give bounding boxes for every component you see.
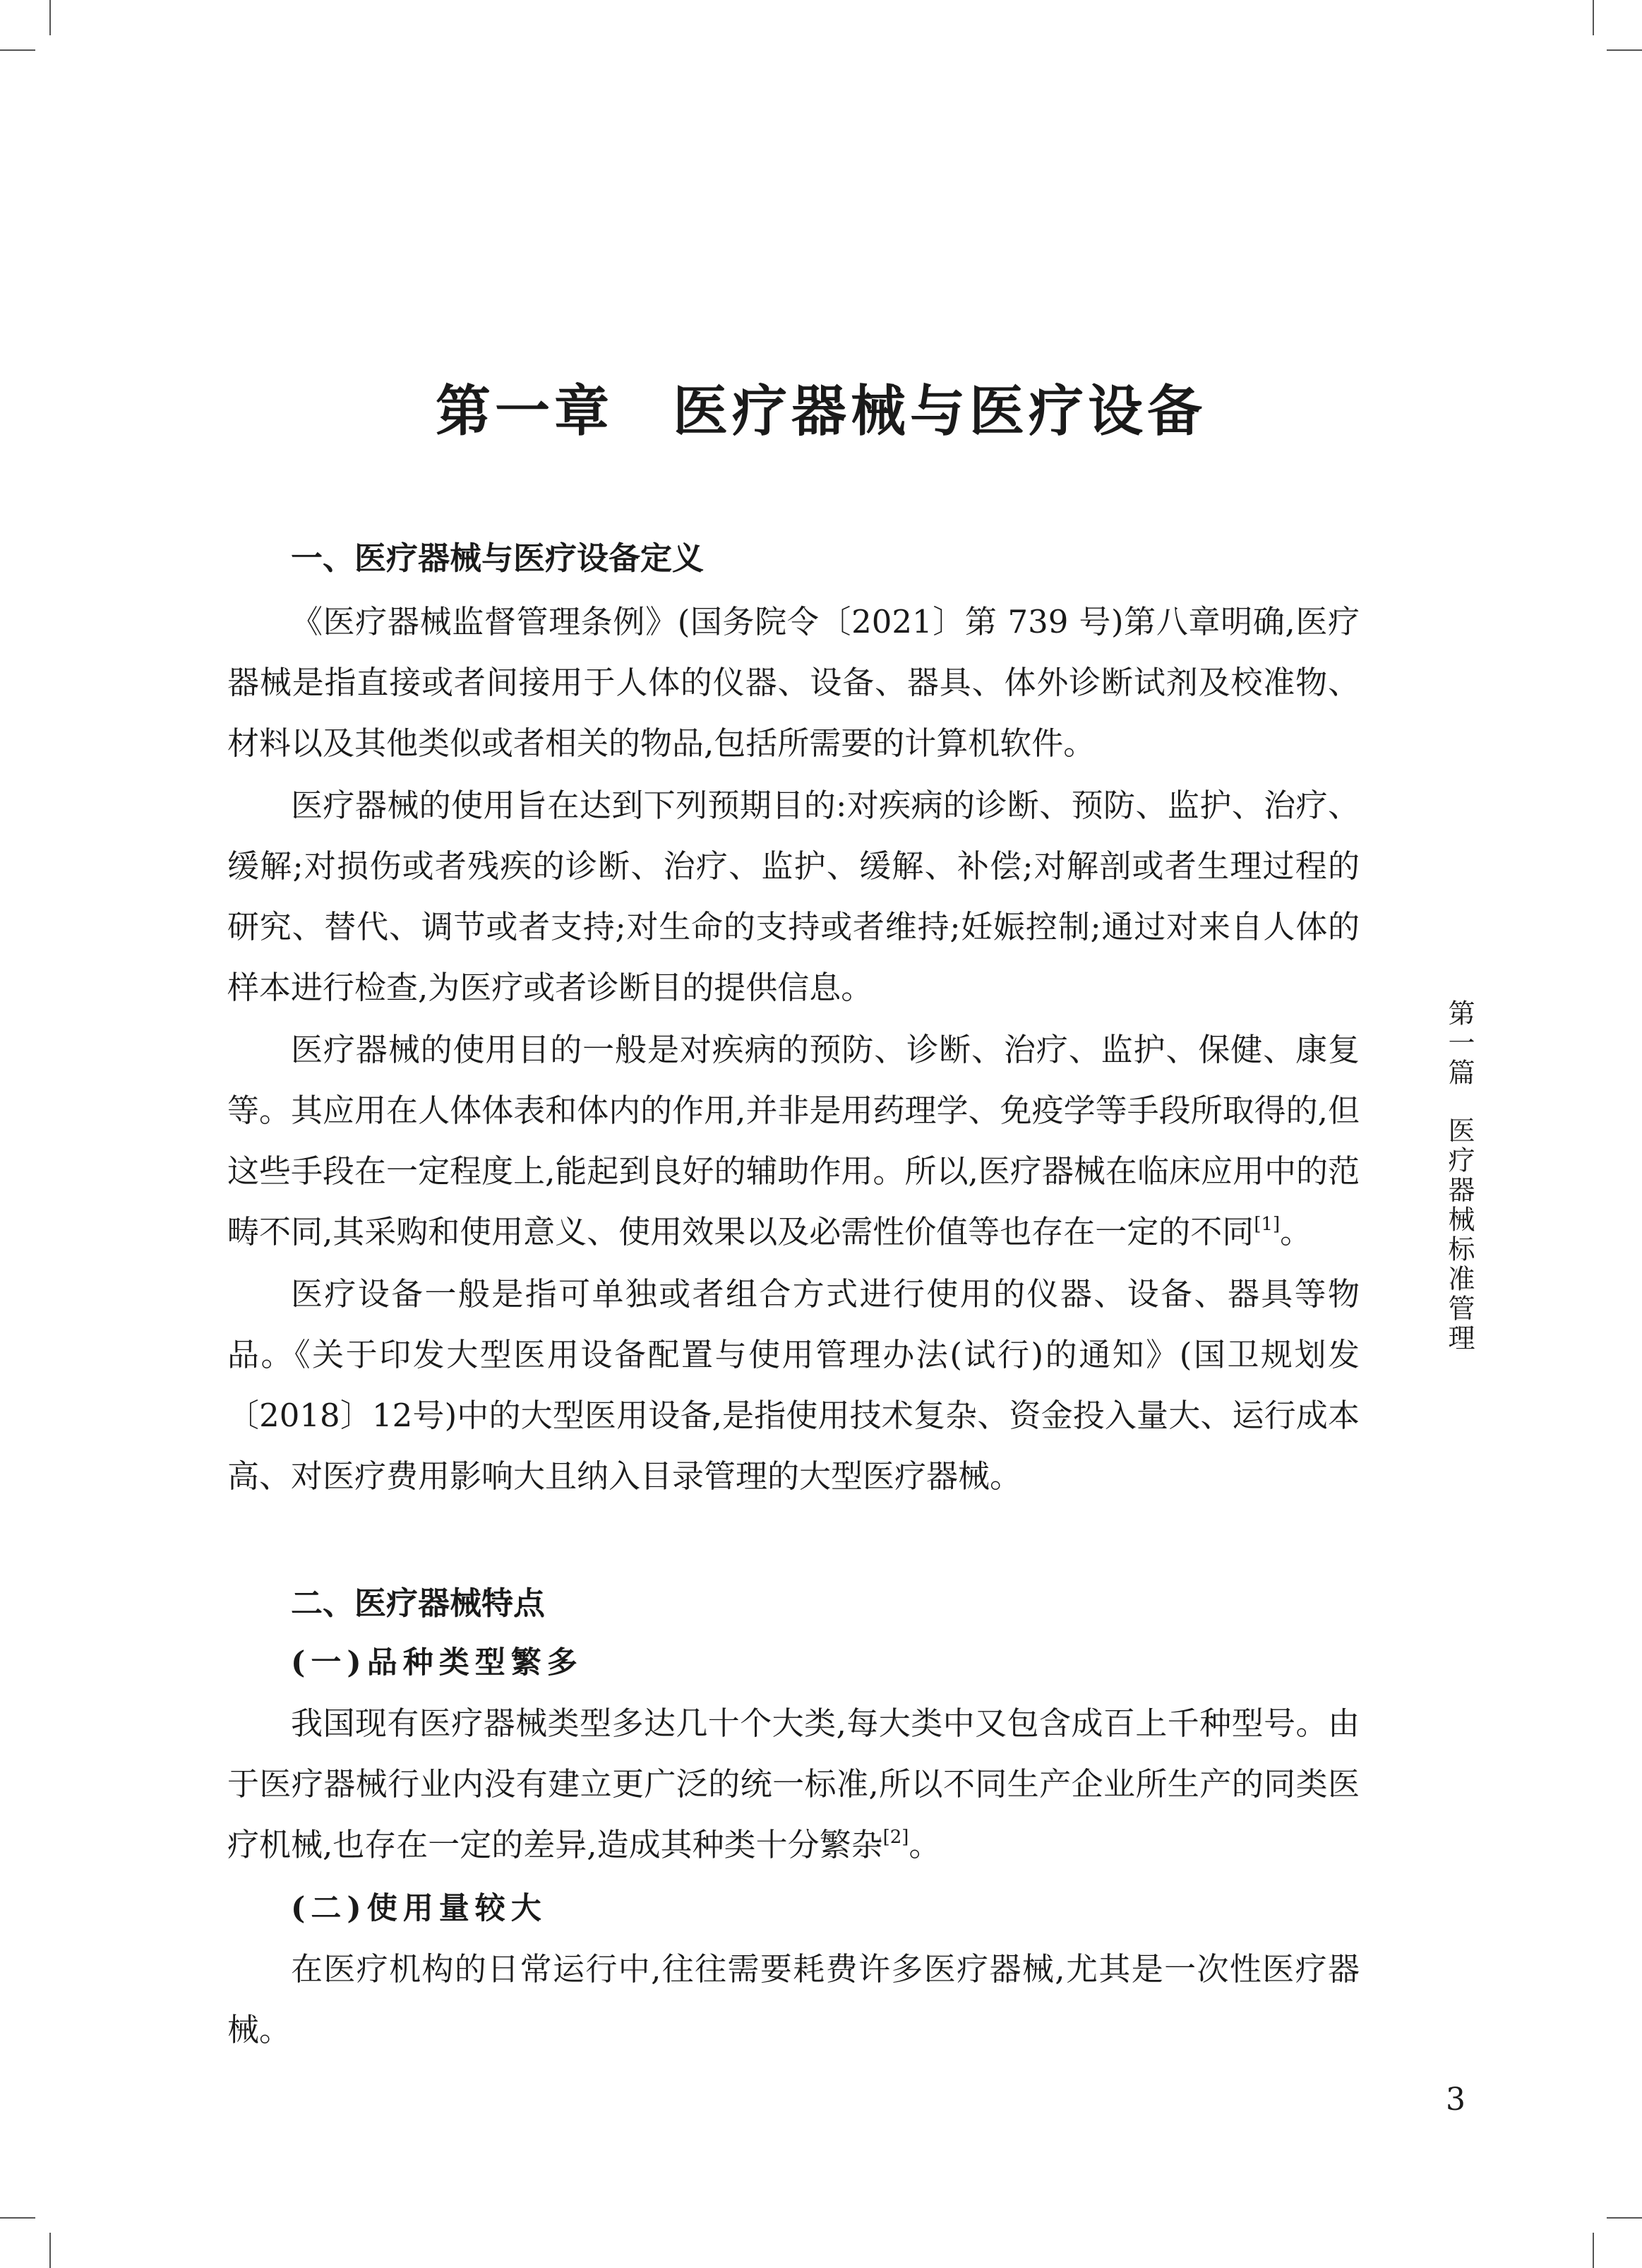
paragraph <box>227 1693 1360 1875</box>
chapter-title: 第一章 医疗器械与医疗设备 <box>435 379 1206 443</box>
section-heading: 二、医疗器械特点 <box>291 1584 546 1622</box>
side-tab-book-title: 医疗器械标准管理 <box>1444 1116 1475 1354</box>
paragraph-text: 在医疗机构的日常运行中,往往需要耗费许多医疗器械,尤其是一次性医疗器械。 <box>227 1950 1360 2048</box>
crop-mark <box>49 2233 51 2268</box>
crop-mark <box>49 0 51 35</box>
paragraph-text: 《医疗器械监督管理条例》(国务院令〔2021〕第 739 号)第八章明确,医疗器械是指直接或者间接用于人体的仪器、设备、器具、体外诊断试剂及校准物、材料以及其他类似或者相关的物品,包括所需要的计算机软件。 <box>227 603 1360 762</box>
crop-mark <box>1593 2233 1594 2268</box>
section-heading: 一、医疗器械与医疗设备定义 <box>291 539 705 577</box>
paragraph <box>227 1020 1360 1263</box>
side-tab <box>1440 999 1479 1354</box>
paragraph <box>227 1264 1360 1507</box>
crop-mark <box>0 49 35 51</box>
crop-mark <box>1593 0 1594 35</box>
crop-mark <box>1607 49 1642 51</box>
paragraph-text: 医疗设备一般是指可单独或者组合方式进行使用的仪器、设备、器具等物品。《关于印发大型医用设备配置与使用管理办法(试行)的通知》(国卫规划发〔2018〕12号)中的大型医用设备,是指使用技术复杂、资金投入量大、运行成本高、对医疗费用影响大且纳入目录管理的大型医疗器械。 <box>227 1275 1360 1495</box>
page-number: 3 <box>1446 2082 1466 2118</box>
citation-ref: [2] <box>882 1827 909 1848</box>
sub-heading: (一)品种类型繁多 <box>291 1645 583 1681</box>
crop-mark <box>1607 2217 1642 2219</box>
paragraph-text: 医疗器械的使用旨在达到下列预期目的:对疾病的诊断、预防、监护、治疗、缓解;对损伤或者残疾的诊断、治疗、监护、缓解、补偿;对解剖或者生理过程的研究、替代、调节或者支持;对生命的支持或者维持;妊娠控制;通过对来自人体的样本进行检查,为医疗或者诊断目的提供信息。 <box>227 787 1360 1006</box>
paragraph <box>227 1939 1360 2060</box>
crop-mark <box>0 2217 35 2219</box>
paragraph-tail: 。 <box>1280 1213 1312 1251</box>
paragraph <box>227 775 1360 1018</box>
paragraph-tail: 。 <box>909 1826 941 1863</box>
paragraph <box>227 592 1360 774</box>
citation-ref: [1] <box>1254 1214 1281 1235</box>
paragraph-text: 我国现有医疗器械类型多达几十个大类,每大类中又包含成百上千种型号。由于医疗器械行业内没有建立更广泛的统一标准,所以不同生产企业所生产的同类医疗机械,也存在一定的差异,造成其种类十分繁杂 <box>227 1705 1360 1863</box>
paragraph-text: 医疗器械的使用目的一般是对疾病的预防、诊断、治疗、监护、保健、康复等。其应用在人体体表和体内的作用,并非是用药理学、免疫学等手段所取得的,但这些手段在一定程度上,能起到良好的辅助作用。所以,医疗器械在临床应用中的范畴不同,其采购和使用意义、使用效果以及必需性价值等也存在一定的不同 <box>227 1031 1360 1251</box>
sub-heading: (二)使用量较大 <box>291 1891 547 1926</box>
side-tab-part: 第一篇 <box>1444 999 1475 1088</box>
